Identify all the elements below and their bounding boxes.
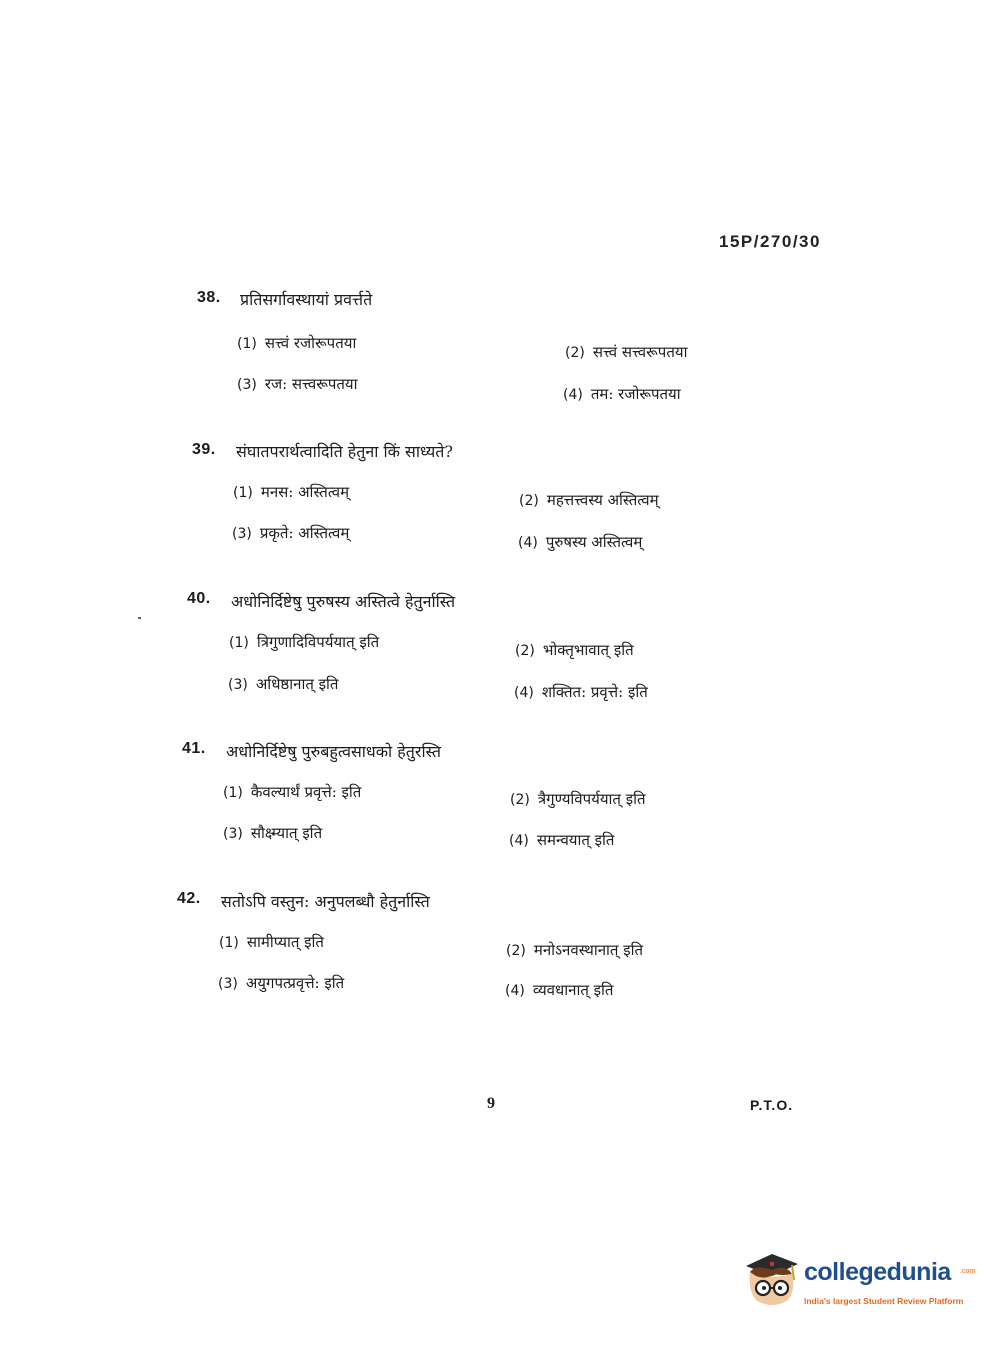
question-number: 38. xyxy=(197,289,221,306)
option-text: सामीप्यात् इति xyxy=(246,933,324,951)
option-number: (3) xyxy=(237,377,257,393)
option-number: (3) xyxy=(232,526,252,542)
option-number: (1) xyxy=(237,336,257,352)
question-text: अधोनिर्दिष्टेषु पुरुबहुत्वसाधको हेतुरस्ति xyxy=(226,742,441,761)
option-number: (2) xyxy=(506,943,526,959)
option-3 xyxy=(232,523,349,543)
option-4 xyxy=(563,384,681,404)
option-4 xyxy=(505,980,613,1000)
question-number: 41. xyxy=(182,740,206,757)
option-text: रज: सत्त्वरूपतया xyxy=(264,375,358,393)
option-text: सौक्ष्म्यात् इति xyxy=(250,824,323,842)
question-number: 42. xyxy=(177,890,201,907)
option-1 xyxy=(237,333,356,353)
option-text: समन्वयात् इति xyxy=(536,831,615,849)
question-number: 39. xyxy=(192,441,216,458)
option-number: (4) xyxy=(505,983,525,999)
option-2 xyxy=(519,490,659,510)
option-number: (3) xyxy=(223,826,243,842)
option-text: मनोऽनवस्थानात् इति xyxy=(533,941,644,959)
logo-domain-suffix: .com xyxy=(960,1268,976,1275)
option-number: (1) xyxy=(223,785,243,801)
option-text: व्यवधानात् इति xyxy=(532,981,614,999)
option-4 xyxy=(514,682,648,702)
option-3 xyxy=(228,674,338,694)
option-text: भोक्तृभावात् इति xyxy=(542,641,634,659)
mascot-icon xyxy=(742,1250,802,1312)
paper-code: 15P/270/30 xyxy=(719,232,821,251)
pto-label: P.T.O. xyxy=(750,1097,794,1113)
option-text: प्रकृते: अस्तित्वम् xyxy=(259,524,350,542)
option-number: (4) xyxy=(514,685,534,701)
option-text: अयुगपत्प्रवृत्ते: इति xyxy=(245,974,345,992)
option-1 xyxy=(219,932,324,952)
option-number: (2) xyxy=(510,792,530,808)
question-text: प्रतिसर्गावस्थायां प्रवर्त्तते xyxy=(240,290,373,309)
option-number: (3) xyxy=(218,976,238,992)
question-text: संघातपरार्थत्वादिति हेतुना किं साध्यते? xyxy=(236,442,454,461)
option-3 xyxy=(223,823,322,843)
option-number: (2) xyxy=(515,643,535,659)
option-text: तम: रजोरूपतया xyxy=(590,385,681,403)
option-2 xyxy=(565,342,687,362)
option-text: त्रिगुणादिविपर्ययात् इति xyxy=(256,633,380,651)
question-number: 40. xyxy=(187,590,211,607)
option-text: शक्तित: प्रवृत्ते: इति xyxy=(541,683,648,701)
option-2 xyxy=(506,940,643,960)
option-text: सत्त्वं रजोरूपतया xyxy=(264,334,357,352)
option-text: त्रैगुण्यविपर्ययात् इति xyxy=(537,790,646,808)
option-4 xyxy=(509,830,614,850)
option-text: सत्त्वं सत्त्वरूपतया xyxy=(592,343,688,361)
option-number: (1) xyxy=(229,635,249,651)
option-1 xyxy=(229,632,379,652)
option-number: (1) xyxy=(233,485,253,501)
option-number: (4) xyxy=(563,387,583,403)
page-number: 9 xyxy=(487,1095,495,1112)
option-4 xyxy=(518,532,642,552)
logo-tagline: India's largest Student Review Platform xyxy=(804,1296,964,1306)
option-number: (2) xyxy=(519,493,539,509)
collegedunia-logo xyxy=(742,1250,976,1318)
option-text: पुरुषस्य अस्तित्वम् xyxy=(545,533,643,551)
option-text: मनस: अस्तित्वम् xyxy=(260,483,350,501)
option-1 xyxy=(223,782,361,802)
option-number: (2) xyxy=(565,345,585,361)
option-number: (1) xyxy=(219,935,239,951)
option-number: (3) xyxy=(228,677,248,693)
option-3 xyxy=(218,973,344,993)
option-text: अधिष्ठानात् इति xyxy=(255,675,339,693)
option-number: (4) xyxy=(509,833,529,849)
question-text: सतोऽपि वस्तुन: अनुपलब्धौ हेतुर्नास्ति xyxy=(221,892,430,911)
option-text: महत्तत्त्वस्य अस्तित्वम् xyxy=(546,491,659,509)
logo-wordmark: collegedunia xyxy=(804,1258,951,1286)
option-2 xyxy=(510,789,646,809)
option-text: कैवल्यार्थं प्रवृत्ते: इति xyxy=(250,783,362,801)
option-number: (4) xyxy=(518,535,538,551)
option-1 xyxy=(233,482,349,502)
option-3 xyxy=(237,374,358,394)
question-text: अधोनिर्दिष्टेषु पुरुषस्य अस्तित्वे हेतुर्नास्ति xyxy=(231,592,456,611)
option-2 xyxy=(515,640,634,660)
scan-speck xyxy=(138,617,141,619)
